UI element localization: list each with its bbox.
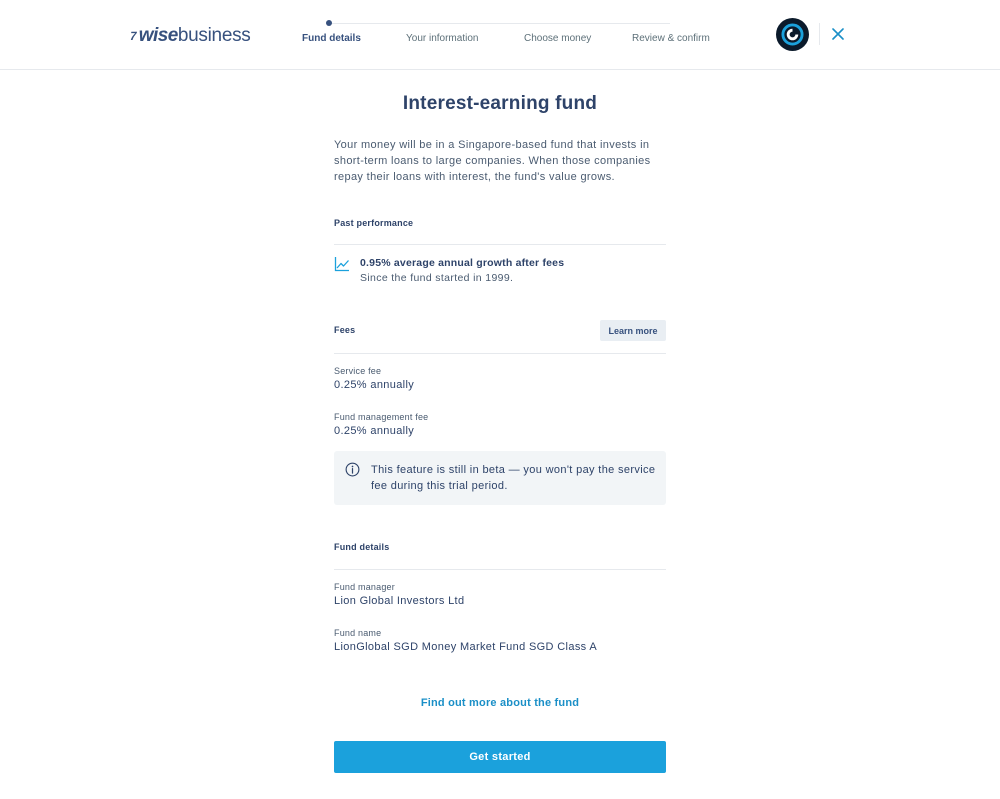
service-fee-value: 0.25% annually xyxy=(334,379,415,391)
stepper-current-dot xyxy=(326,20,332,26)
management-fee-value: 0.25% annually xyxy=(334,425,415,437)
growth-chart-icon xyxy=(334,256,350,272)
info-icon xyxy=(345,462,360,477)
top-header xyxy=(0,0,1000,70)
get-started-button[interactable]: Get started xyxy=(334,741,666,773)
divider xyxy=(334,353,666,354)
page-title: Interest-earning fund xyxy=(402,93,598,114)
learn-more-button[interactable]: Learn more xyxy=(600,320,666,341)
wise-business-logo[interactable] xyxy=(130,25,250,47)
management-fee-label: Fund management fee xyxy=(334,412,429,422)
step-your-information: Your information xyxy=(406,33,479,44)
logo-business-text: business xyxy=(177,25,251,46)
find-out-more-link[interactable]: Find out more about the fund xyxy=(420,697,580,709)
avatar-logo-icon xyxy=(781,23,804,46)
close-icon xyxy=(832,28,844,40)
avatar[interactable] xyxy=(776,18,809,51)
divider xyxy=(334,569,666,570)
service-fee-label: Service fee xyxy=(334,366,382,376)
step-review-confirm: Review & confirm xyxy=(632,33,710,44)
past-performance-heading: Past performance xyxy=(334,218,414,228)
progress-stepper xyxy=(290,14,710,54)
performance-subtext: Since the fund started in 1999. xyxy=(360,272,514,284)
fund-details-heading: Fund details xyxy=(334,542,390,552)
fund-name-label: Fund name xyxy=(334,628,382,638)
fund-name-value: LionGlobal SGD Money Market Fund SGD Class A xyxy=(334,641,598,653)
fees-heading: Fees xyxy=(334,325,356,335)
intro-paragraph: Your money will be in a Singapore-based fund that invests in short-term loans to large companies. When those companies repay their loans with interest, the fund's value grows. xyxy=(334,139,651,183)
divider xyxy=(334,244,666,245)
fund-manager-label: Fund manager xyxy=(334,582,395,592)
logo-mark: 7 xyxy=(128,29,139,43)
step-fund-details: Fund details xyxy=(302,33,361,44)
beta-notice xyxy=(334,451,666,505)
fund-manager-value: Lion Global Investors Ltd xyxy=(334,595,465,607)
performance-headline: 0.95% average annual growth after fees xyxy=(360,257,565,269)
stepper-track xyxy=(328,23,670,24)
header-divider xyxy=(819,23,820,45)
beta-notice-text: This feature is still in beta — you won't pay the service fee during this trial period. xyxy=(371,464,656,492)
step-choose-money: Choose money xyxy=(524,33,592,44)
logo-wise-text: wise xyxy=(138,25,178,46)
close-button[interactable] xyxy=(829,25,847,43)
